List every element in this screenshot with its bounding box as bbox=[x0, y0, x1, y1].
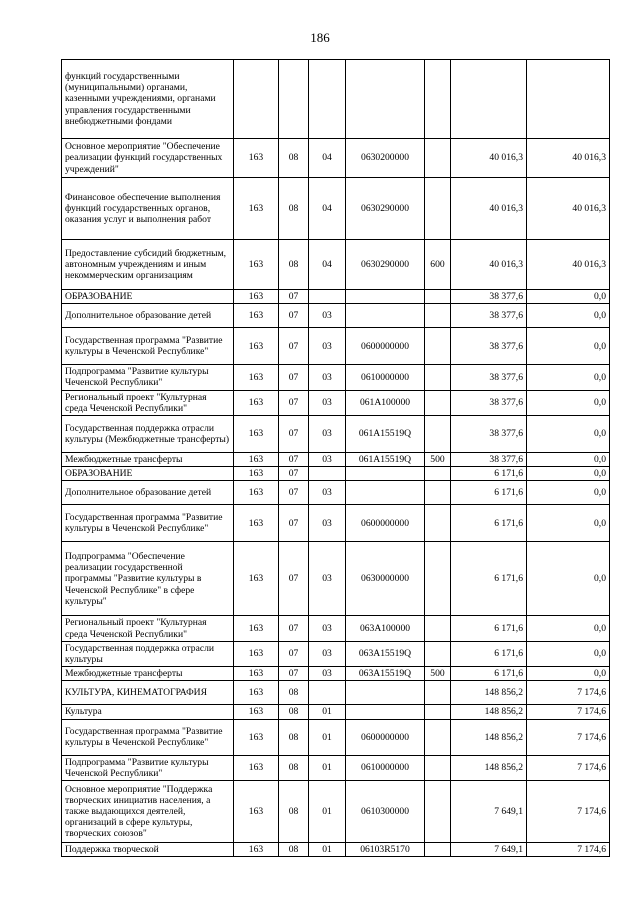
row-amount-1: 40 016,3 bbox=[451, 139, 527, 178]
row-ved-code: 163 bbox=[234, 542, 279, 616]
row-ved-code: 163 bbox=[234, 328, 279, 365]
row-amount-1: 6 171,6 bbox=[451, 467, 527, 481]
row-amount-1: 38 377,6 bbox=[451, 390, 527, 415]
row-amount-2: 40 016,3 bbox=[527, 139, 610, 178]
row-name: Государственная поддержка отрасли культуры (Межбюджетные трансферты) bbox=[62, 416, 234, 453]
row-subsection-code bbox=[309, 681, 346, 705]
row-expense-type bbox=[425, 178, 451, 240]
row-expense-type: 500 bbox=[425, 667, 451, 681]
row-expense-type bbox=[425, 304, 451, 328]
row-name: Государственная поддержка отрасли культуры bbox=[62, 641, 234, 666]
row-section-code: 07 bbox=[279, 641, 309, 666]
row-subsection-code: 04 bbox=[309, 139, 346, 178]
row-section-code: 07 bbox=[279, 390, 309, 415]
row-name: ОБРАЗОВАНИЕ bbox=[62, 290, 234, 304]
row-expense-type bbox=[425, 467, 451, 481]
row-target-article: 0630200000 bbox=[346, 139, 425, 178]
row-ved-code: 163 bbox=[234, 705, 279, 719]
row-expense-type bbox=[425, 681, 451, 705]
row-subsection-code bbox=[309, 467, 346, 481]
row-amount-1: 40 016,3 bbox=[451, 240, 527, 290]
row-section-code: 07 bbox=[279, 328, 309, 365]
row-amount-2: 40 016,3 bbox=[527, 178, 610, 240]
row-name: Подпрограмма "Развитие культуры Чеченской Республики" bbox=[62, 755, 234, 780]
row-subsection-code: 01 bbox=[309, 781, 346, 843]
row-amount-2: 0,0 bbox=[527, 416, 610, 453]
table-row bbox=[62, 542, 610, 616]
row-ved-code: 163 bbox=[234, 467, 279, 481]
row-target-article: 0610300000 bbox=[346, 781, 425, 843]
row-amount-1: 40 016,3 bbox=[451, 178, 527, 240]
row-expense-type bbox=[425, 328, 451, 365]
row-name: Финансовое обеспечение выполнения функций государственных органов, оказания услуг и выполнения работ bbox=[62, 178, 234, 240]
row-expense-type bbox=[425, 641, 451, 666]
row-section-code: 08 bbox=[279, 755, 309, 780]
row-subsection-code bbox=[309, 60, 346, 139]
row-amount-2: 0,0 bbox=[527, 542, 610, 616]
row-amount-2: 0,0 bbox=[527, 290, 610, 304]
row-ved-code: 163 bbox=[234, 843, 279, 857]
row-amount-2: 7 174,6 bbox=[527, 755, 610, 780]
row-expense-type bbox=[425, 139, 451, 178]
row-section-code: 07 bbox=[279, 365, 309, 390]
row-amount-1: 7 649,1 bbox=[451, 781, 527, 843]
row-amount-1: 148 856,2 bbox=[451, 719, 527, 755]
table-row bbox=[62, 328, 610, 365]
table-row bbox=[62, 139, 610, 178]
row-name: Культура bbox=[62, 705, 234, 719]
table-row bbox=[62, 781, 610, 843]
row-section-code: 08 bbox=[279, 781, 309, 843]
row-amount-1: 38 377,6 bbox=[451, 416, 527, 453]
row-section-code: 08 bbox=[279, 719, 309, 755]
row-amount-2: 0,0 bbox=[527, 467, 610, 481]
row-target-article: 0630290000 bbox=[346, 178, 425, 240]
row-subsection-code: 03 bbox=[309, 542, 346, 616]
row-target-article: 0600000000 bbox=[346, 505, 425, 542]
table-row bbox=[62, 467, 610, 481]
row-amount-2: 7 174,6 bbox=[527, 843, 610, 857]
row-target-article bbox=[346, 481, 425, 505]
row-ved-code: 163 bbox=[234, 719, 279, 755]
row-section-code: 08 bbox=[279, 681, 309, 705]
row-subsection-code: 03 bbox=[309, 365, 346, 390]
row-section-code: 07 bbox=[279, 505, 309, 542]
row-amount-1: 38 377,6 bbox=[451, 328, 527, 365]
row-ved-code: 163 bbox=[234, 365, 279, 390]
row-expense-type bbox=[425, 616, 451, 641]
row-section-code: 08 bbox=[279, 178, 309, 240]
row-name: Государственная программа "Развитие культуры в Чеченской Республике" bbox=[62, 505, 234, 542]
table-row bbox=[62, 705, 610, 719]
row-target-article bbox=[346, 290, 425, 304]
row-ved-code: 163 bbox=[234, 390, 279, 415]
row-section-code: 08 bbox=[279, 240, 309, 290]
row-ved-code: 163 bbox=[234, 505, 279, 542]
row-target-article: 0630000000 bbox=[346, 542, 425, 616]
row-section-code: 07 bbox=[279, 481, 309, 505]
row-amount-1: 148 856,2 bbox=[451, 681, 527, 705]
row-target-article bbox=[346, 60, 425, 139]
row-expense-type bbox=[425, 365, 451, 390]
row-expense-type: 600 bbox=[425, 240, 451, 290]
row-amount-1: 38 377,6 bbox=[451, 304, 527, 328]
row-name: Предоставление субсидий бюджетным, автономным учреждениям и иным некоммерческим организациям bbox=[62, 240, 234, 290]
row-expense-type bbox=[425, 416, 451, 453]
row-ved-code: 163 bbox=[234, 481, 279, 505]
row-target-article: 06103R5170 bbox=[346, 843, 425, 857]
row-expense-type bbox=[425, 390, 451, 415]
row-subsection-code: 03 bbox=[309, 416, 346, 453]
row-expense-type bbox=[425, 481, 451, 505]
row-target-article: 061A100000 bbox=[346, 390, 425, 415]
table-row bbox=[62, 304, 610, 328]
row-target-article: 063A15519Q bbox=[346, 667, 425, 681]
row-name: ОБРАЗОВАНИЕ bbox=[62, 467, 234, 481]
row-name: функций государственными (муниципальными) органами, казенными учреждениями, органами управления государственными внебюджетными фондами bbox=[62, 60, 234, 139]
table-row bbox=[62, 453, 610, 467]
row-subsection-code: 01 bbox=[309, 755, 346, 780]
row-subsection-code: 01 bbox=[309, 843, 346, 857]
row-amount-1: 6 171,6 bbox=[451, 616, 527, 641]
row-subsection-code: 03 bbox=[309, 453, 346, 467]
table-row bbox=[62, 505, 610, 542]
table-row bbox=[62, 616, 610, 641]
row-amount-1: 38 377,6 bbox=[451, 290, 527, 304]
row-ved-code: 163 bbox=[234, 178, 279, 240]
table-row bbox=[62, 240, 610, 290]
row-name: Основное мероприятие "Поддержка творческих инициатив населения, а также выдающихся деятелей, организаций в сфере культуры, творческих союзов" bbox=[62, 781, 234, 843]
row-section-code: 07 bbox=[279, 616, 309, 641]
row-amount-2: 0,0 bbox=[527, 304, 610, 328]
row-section-code: 07 bbox=[279, 467, 309, 481]
row-expense-type: 500 bbox=[425, 453, 451, 467]
row-subsection-code bbox=[309, 290, 346, 304]
row-target-article: 063A100000 bbox=[346, 616, 425, 641]
row-ved-code: 163 bbox=[234, 416, 279, 453]
row-name: Межбюджетные трансферты bbox=[62, 453, 234, 467]
table-row bbox=[62, 755, 610, 780]
row-target-article: 0630290000 bbox=[346, 240, 425, 290]
row-subsection-code: 03 bbox=[309, 667, 346, 681]
row-amount-1: 6 171,6 bbox=[451, 505, 527, 542]
row-ved-code: 163 bbox=[234, 139, 279, 178]
row-name: Межбюджетные трансферты bbox=[62, 667, 234, 681]
row-amount-2: 0,0 bbox=[527, 453, 610, 467]
row-amount-2: 7 174,6 bbox=[527, 705, 610, 719]
row-name: КУЛЬТУРА, КИНЕМАТОГРАФИЯ bbox=[62, 681, 234, 705]
row-amount-1: 148 856,2 bbox=[451, 755, 527, 780]
row-ved-code: 163 bbox=[234, 304, 279, 328]
row-amount-2 bbox=[527, 60, 610, 139]
row-name: Поддержка творческой bbox=[62, 843, 234, 857]
row-name: Подпрограмма "Развитие культуры Чеченской Республики" bbox=[62, 365, 234, 390]
row-name: Основное мероприятие "Обеспечение реализации функций государственных учреждений" bbox=[62, 139, 234, 178]
row-expense-type bbox=[425, 719, 451, 755]
row-expense-type bbox=[425, 505, 451, 542]
row-amount-2: 0,0 bbox=[527, 667, 610, 681]
row-expense-type bbox=[425, 781, 451, 843]
row-target-article: 0600000000 bbox=[346, 719, 425, 755]
row-target-article: 061A15519Q bbox=[346, 416, 425, 453]
row-target-article: 063A15519Q bbox=[346, 641, 425, 666]
row-subsection-code: 01 bbox=[309, 705, 346, 719]
row-expense-type bbox=[425, 843, 451, 857]
row-subsection-code: 04 bbox=[309, 178, 346, 240]
row-target-article: 0610000000 bbox=[346, 365, 425, 390]
row-ved-code: 163 bbox=[234, 240, 279, 290]
row-amount-1: 6 171,6 bbox=[451, 641, 527, 666]
row-amount-2: 7 174,6 bbox=[527, 681, 610, 705]
row-amount-2: 0,0 bbox=[527, 390, 610, 415]
row-name: Государственная программа "Развитие культуры в Чеченской Республике" bbox=[62, 328, 234, 365]
row-section-code: 07 bbox=[279, 290, 309, 304]
page-number: 186 bbox=[310, 30, 330, 45]
row-section-code: 08 bbox=[279, 843, 309, 857]
table-row bbox=[62, 390, 610, 415]
row-ved-code: 163 bbox=[234, 755, 279, 780]
row-section-code bbox=[279, 60, 309, 139]
row-section-code: 07 bbox=[279, 416, 309, 453]
row-subsection-code: 04 bbox=[309, 240, 346, 290]
row-amount-1: 38 377,6 bbox=[451, 453, 527, 467]
row-ved-code: 163 bbox=[234, 616, 279, 641]
row-amount-1: 6 171,6 bbox=[451, 542, 527, 616]
row-amount-2: 0,0 bbox=[527, 328, 610, 365]
row-expense-type bbox=[425, 542, 451, 616]
row-subsection-code: 03 bbox=[309, 616, 346, 641]
row-amount-1: 7 649,1 bbox=[451, 843, 527, 857]
row-name: Дополнительное образование детей bbox=[62, 304, 234, 328]
row-amount-1: 38 377,6 bbox=[451, 365, 527, 390]
row-expense-type bbox=[425, 290, 451, 304]
row-target-article bbox=[346, 467, 425, 481]
table-row bbox=[62, 681, 610, 705]
row-amount-1: 6 171,6 bbox=[451, 481, 527, 505]
row-amount-2: 0,0 bbox=[527, 481, 610, 505]
row-expense-type bbox=[425, 705, 451, 719]
table-row bbox=[62, 290, 610, 304]
row-subsection-code: 03 bbox=[309, 481, 346, 505]
table-row bbox=[62, 416, 610, 453]
row-ved-code: 163 bbox=[234, 290, 279, 304]
row-name: Дополнительное образование детей bbox=[62, 481, 234, 505]
row-amount-1: 148 856,2 bbox=[451, 705, 527, 719]
table-row bbox=[62, 843, 610, 857]
row-ved-code bbox=[234, 60, 279, 139]
row-section-code: 07 bbox=[279, 542, 309, 616]
row-section-code: 07 bbox=[279, 453, 309, 467]
table-row bbox=[62, 641, 610, 666]
row-ved-code: 163 bbox=[234, 781, 279, 843]
row-section-code: 07 bbox=[279, 667, 309, 681]
row-expense-type bbox=[425, 755, 451, 780]
row-expense-type bbox=[425, 60, 451, 139]
row-target-article bbox=[346, 705, 425, 719]
row-name: Подпрограмма "Обеспечение реализации государственной программы "Развитие культуры в Чеченской Республике" в сфере культуры" bbox=[62, 542, 234, 616]
row-amount-1: 6 171,6 bbox=[451, 667, 527, 681]
row-target-article: 061A15519Q bbox=[346, 453, 425, 467]
row-amount-2: 0,0 bbox=[527, 505, 610, 542]
table-row bbox=[62, 178, 610, 240]
table-row bbox=[62, 60, 610, 139]
row-subsection-code: 03 bbox=[309, 328, 346, 365]
row-section-code: 08 bbox=[279, 139, 309, 178]
row-subsection-code: 03 bbox=[309, 505, 346, 542]
table-row bbox=[62, 667, 610, 681]
row-name: Региональный проект "Культурная среда Чеченской Республики" bbox=[62, 616, 234, 641]
row-section-code: 08 bbox=[279, 705, 309, 719]
row-ved-code: 163 bbox=[234, 641, 279, 666]
table-row bbox=[62, 719, 610, 755]
row-subsection-code: 03 bbox=[309, 390, 346, 415]
row-amount-2: 0,0 bbox=[527, 641, 610, 666]
row-ved-code: 163 bbox=[234, 667, 279, 681]
row-target-article: 0610000000 bbox=[346, 755, 425, 780]
budget-table bbox=[61, 59, 610, 857]
row-ved-code: 163 bbox=[234, 453, 279, 467]
row-target-article bbox=[346, 681, 425, 705]
row-amount-2: 7 174,6 bbox=[527, 781, 610, 843]
row-name: Региональный проект "Культурная среда Чеченской Республики" bbox=[62, 390, 234, 415]
row-amount-1 bbox=[451, 60, 527, 139]
row-subsection-code: 03 bbox=[309, 641, 346, 666]
row-name: Государственная программа "Развитие культуры в Чеченской Республике" bbox=[62, 719, 234, 755]
row-target-article: 0600000000 bbox=[346, 328, 425, 365]
row-ved-code: 163 bbox=[234, 681, 279, 705]
row-subsection-code: 03 bbox=[309, 304, 346, 328]
row-target-article bbox=[346, 304, 425, 328]
table-row bbox=[62, 481, 610, 505]
row-amount-2: 0,0 bbox=[527, 365, 610, 390]
row-amount-2: 40 016,3 bbox=[527, 240, 610, 290]
row-amount-2: 7 174,6 bbox=[527, 719, 610, 755]
row-amount-2: 0,0 bbox=[527, 616, 610, 641]
table-row bbox=[62, 365, 610, 390]
row-subsection-code: 01 bbox=[309, 719, 346, 755]
row-section-code: 07 bbox=[279, 304, 309, 328]
